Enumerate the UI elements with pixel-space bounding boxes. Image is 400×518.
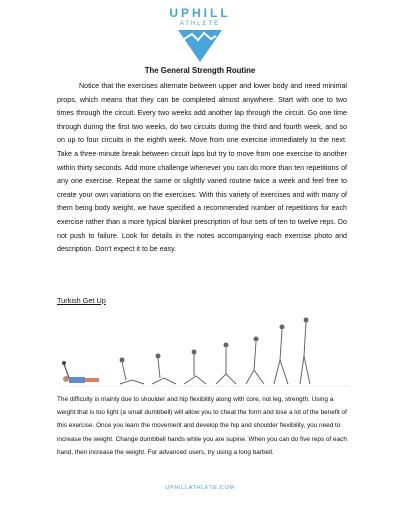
logo-subtitle: ATHLETE <box>179 21 221 27</box>
logo-wordmark: UPHILL <box>169 6 231 20</box>
exercise-description-block <box>57 393 347 459</box>
turkish-get-up-illustration <box>60 312 350 392</box>
figure-sequence <box>120 318 311 385</box>
mountain-triangle-icon <box>178 30 222 62</box>
exercise-heading: Turkish Get Up <box>57 296 106 305</box>
intro-paragraph-block <box>57 80 347 257</box>
page-title: The General Strength Routine <box>144 66 256 75</box>
intro-paragraph: Notice that the exercises alternate between upper and lower body and need minimal props, which means that they can be completed almost anywhere. Start with one to two times through the circuit. Every two weeks add another lap through the circuit. Go one time through during the first two weeks, do two circuits during the third and fourth week, and so on up to four circuits in the eighth week. Move from one exercise immediately to the next. Take a three-minute break between circuit laps but try to move from one exercise to another within thirty seconds. Add more challenge whenever you can do more than ten repetitions of any one exercise. Repeat the same or slightly varied routine twice a week and feel free to create your own variations on the exercises. With this variety of exercises and with many of them being body weight, we have specified a recommended number of repetitions for each exercise rather than a more typical blanket prescription of four sets of ten to twelve reps. Do not push to failure. Look for details in the notes accompanying each exercise photo and description. Don't expect it to be easy. <box>57 82 347 254</box>
footer-url[interactable]: UPHILLATHLETE.COM <box>165 485 235 491</box>
figure-lying <box>62 361 99 383</box>
exercise-description: The difficulty is mainly due to shoulder and hip flexibility along with core, not leg, strength. Using a weight that is too light (a small dumbbell) will allow you to cheat the form and lose a lot of the benefit of this exercise. Once you learn the movement and develop the hip and shoulder flexibility, you need to increase the weight. Change dumbbell hands while you are supine. When you can do five reps of each hand, then increase the weight. For advanced users, try using a long barbell. <box>57 396 347 456</box>
